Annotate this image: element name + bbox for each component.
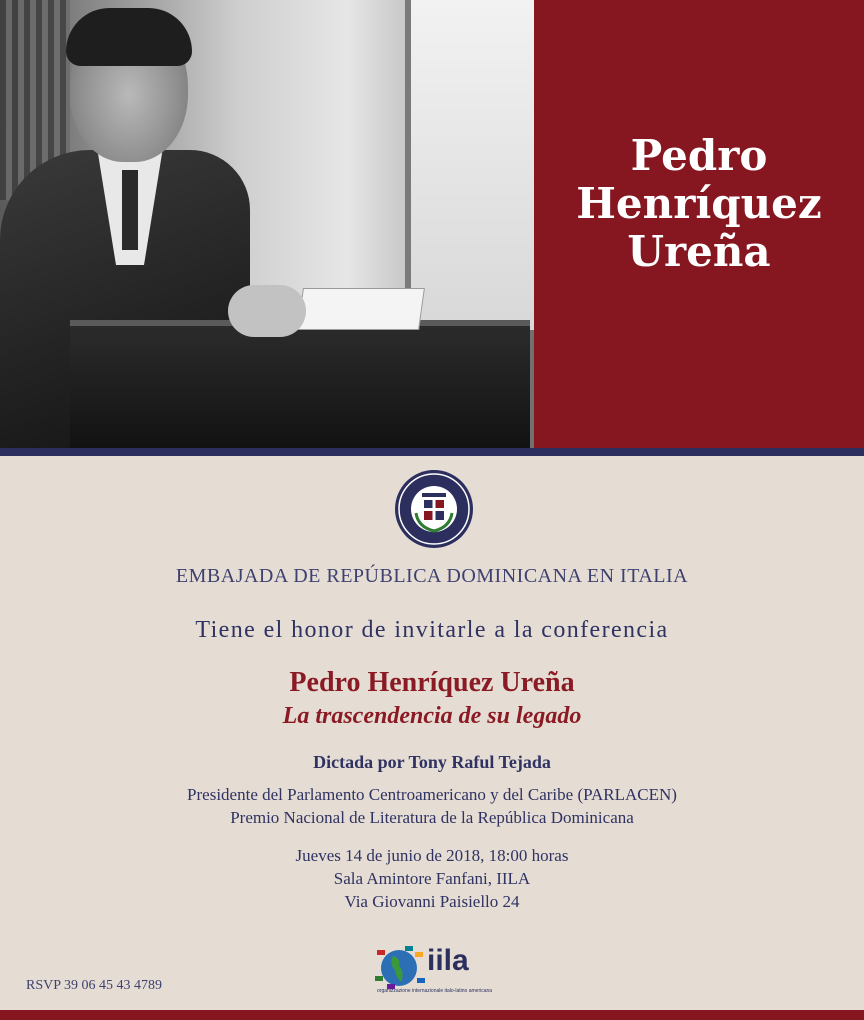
iila-logo-text: iila xyxy=(427,944,469,977)
conference-subtitle: La trascendencia de su legado xyxy=(282,703,582,729)
bottom-bar xyxy=(0,1010,864,1020)
speaker-line: Dictada por Tony Raful Tejada xyxy=(313,752,551,772)
speaker-role-2: Premio Nacional de Literatura de la República Dominicana xyxy=(230,808,634,827)
conference-title: Pedro Henríquez Ureña xyxy=(289,667,575,698)
title-line-2: Henríquez xyxy=(576,179,822,228)
event-place: Sala Amintore Fanfani, IILA xyxy=(333,869,531,888)
title-line-1: Pedro xyxy=(630,131,768,180)
embassy-name: EMBAJADA DE REPÚBLICA DOMINICANA EN ITALIA xyxy=(175,565,689,587)
title-panel xyxy=(534,0,864,448)
globe-icon xyxy=(375,946,427,990)
divider-stripe xyxy=(0,448,864,456)
title-line-3: Ureña xyxy=(627,227,771,276)
embassy-seal-icon xyxy=(394,469,474,549)
iila-logo-subtext: organizzazione internazionale italo-latino americana xyxy=(377,988,493,994)
hair-shape xyxy=(66,8,192,66)
main-title xyxy=(576,132,822,276)
portrait-photo xyxy=(0,0,534,448)
window-shape xyxy=(405,0,534,330)
event-date: Jueves 14 de junio de 2018, 18:00 horas xyxy=(295,846,569,865)
desk-shape xyxy=(70,320,530,448)
event-address: Via Giovanni Paisiello 24 xyxy=(344,892,520,911)
tie-shape xyxy=(122,170,138,250)
rsvp-phone: RSVP 39 06 45 43 4789 xyxy=(26,978,163,993)
speaker-role-1: Presidente del Parlamento Centroamericano y del Caribe (PARLACEN) xyxy=(187,785,677,804)
iila-logo xyxy=(375,940,515,996)
paper-shape xyxy=(297,288,425,330)
hand-shape xyxy=(228,285,306,337)
invite-line: Tiene el honor de invitarle a la conferencia xyxy=(195,617,669,643)
header-section xyxy=(0,0,864,448)
